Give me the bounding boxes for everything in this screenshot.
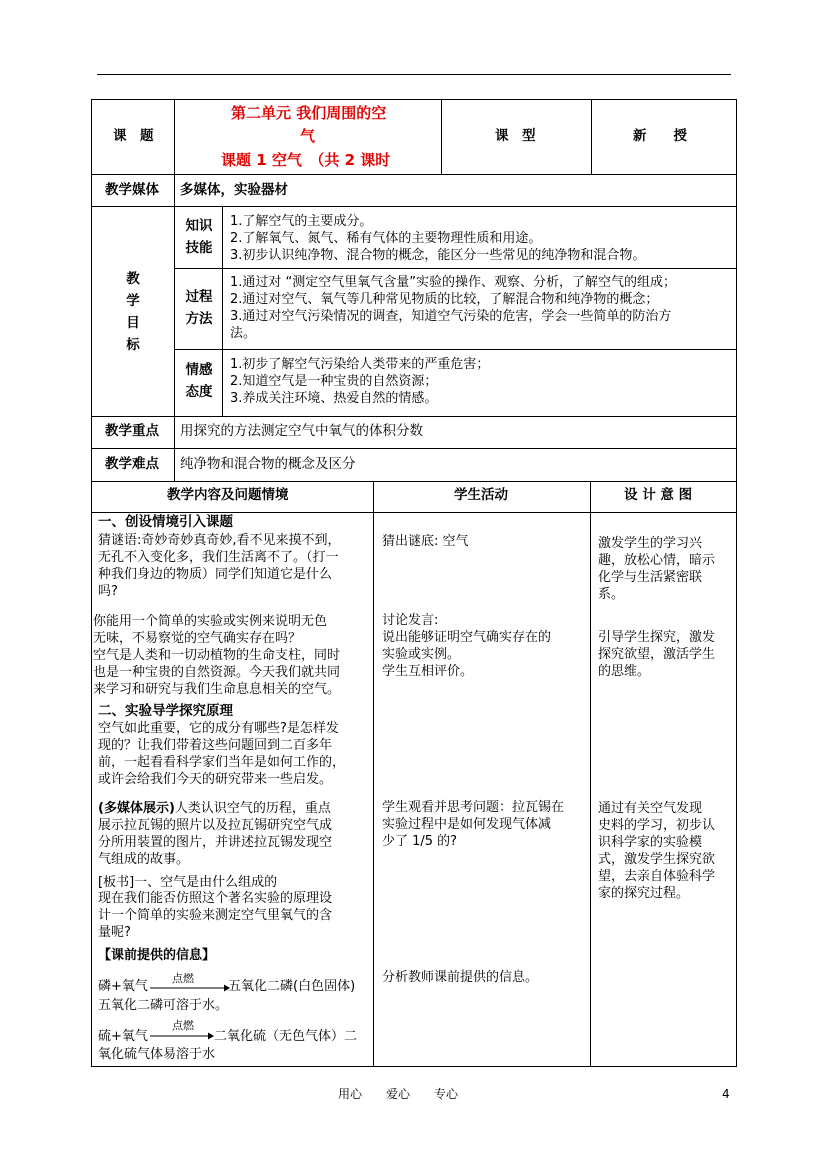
process-text: 1.通过对 “测定空气里氧气含量”实验的操作、观察、分析，了解空气的组成； 2.通过对空气、氧气等几种常见物质的比较，了解混合物和纯净物的概念； 3.通过对空气污染情况的调查，知道空气污染的危害，学会一些简单的防治方 法。 [230,275,677,341]
media-show-text: (多媒体展示)人类认识空气的历程，重点 展示拉瓦锡的照片以及拉瓦锡研究空气成 分所用装置的图片，并讲述拉瓦锡发现空 气组成的故事。 [98,801,333,867]
student-activity-2: 讨论发言: 说出能够证明空气确实存在的 实验或实例。 学生互相评价。 [382,613,552,679]
section1-title: 一、创设情境引入课题 [98,514,233,530]
knowledge-text: 1.了解空气的主要成分。 2.了解氧气、氮气、稀有气体的主要物理性质和用途。 3.初步认识纯净物、混合物的概念，能区分一些常见的纯净物和混合物。 [230,214,646,263]
header-rule [97,74,731,75]
reaction2-note: 氧化硫气体易溶于水 [98,1047,216,1062]
design-intent-1: 激发学生的学习兴 趣，放松心情，暗示 化学与生活紧密联 系。 [598,536,716,602]
riddle-text: 猜谜语:奇妙奇妙真奇妙,看不见来摸不到， 无孔不入变化多，我们生活离不了。（打一 种我们身边的物质）同学们知道它是什么 吗? [98,533,341,599]
question1-text: 你能用一个简单的实验或实例来说明无色 无味，不易察觉的空气确实存在吗？ [93,614,328,646]
course-title-line1: 第二单元 我们周围的空 [231,104,387,122]
intro-text: 空气是人类和一切动植物的生命支柱，同时 也是一种宝贵的自然资源。今天我们就共同 来学习和研究与我们生命息息相关的空气。 [93,648,341,697]
reaction1-left: 磷+氧气 [98,979,148,994]
type-value: 新 授 [633,128,687,144]
emotion-label: 情感 态度 [185,362,213,400]
key-point-label: 教学重点 [105,423,159,439]
column-content-header: 教学内容及问题情境 [167,487,289,503]
board-text: [板书]一、空气是由什么组成的 [98,875,278,890]
media-value: 多媒体，实验器材 [180,182,288,198]
type-label: 课 型 [495,128,536,144]
difficult-point-label: 教学难点 [105,456,159,472]
student-activity-1: 猜出谜底: 空气 [382,534,469,549]
column-design-header: 设 计 意 图 [624,487,693,503]
goals-label: 教 学 目 标 [126,271,140,353]
footer-motto: 用心 爱心 专心 [338,1087,459,1101]
student-activity-3: 学生观看并思考问题：拉瓦锡在 实验过程中是如何发现气体减 少了 1/5 的? [382,800,565,849]
info-title: 【课前提供的信息】 [98,948,216,963]
section2-title: 二、实验导学探究原理 [98,703,233,719]
difficult-point-value: 纯净物和混合物的概念及区分 [180,456,356,472]
reaction2-right: 二氧化硫（无色气体）二 [214,1029,358,1044]
reaction2-left: 硫+氧气 [98,1029,148,1044]
course-title-line2: 气 [300,127,316,145]
reaction2-arrow [150,1031,214,1041]
reaction1-right: 五氧化二磷(白色固体) [228,979,356,994]
process-label: 过程 方法 [185,289,213,327]
column-student-header: 学生活动 [454,487,508,503]
page-number: 4 [722,1087,730,1101]
course-title-line3: 课题 1 空气 （共 2 课时 [221,151,391,169]
key-point-value: 用探究的方法测定空气中氧气的体积分数 [180,423,423,439]
reaction1-condition: 点燃 [172,972,194,985]
reaction1-arrow [150,983,230,993]
question3-text: 现在我们能否仿照这个著名实验的原理设 计一个简单的实验来测定空气里氧气的含 量呢? [98,891,333,940]
question2-text: 空气如此重要，它的成分有哪些?是怎样发 现的？让我们带着这些问题回到二百多年 前，一起看看科学家们当年是如何工作的， 或许会给我们今天的研究带来一些启发。 [98,721,346,787]
emotion-text: 1.初步了解空气污染给人类带来的严重危害； 2.知道空气是一种宝贵的自然资源； 3.养成关注环境、热爱自然的情感。 [230,357,490,406]
design-intent-2: 引导学生探究，激发 探究欲望，激活学生 的思维。 [598,630,716,679]
media-label: 教学媒体 [105,182,159,198]
reaction2-condition: 点燃 [172,1019,194,1032]
design-intent-3: 通过有关空气发现 史料的学习，初步认 识科学家的实验模 式，激发学生探究欲 望，去亲自体验科学 家的探究过程。 [598,801,716,901]
reaction1-note: 五氧化二磷可溶于水。 [98,998,229,1013]
knowledge-label: 知识 技能 [185,218,213,256]
student-activity-4: 分析教师课前提供的信息。 [382,970,539,985]
course-label: 课 题 [113,128,154,144]
